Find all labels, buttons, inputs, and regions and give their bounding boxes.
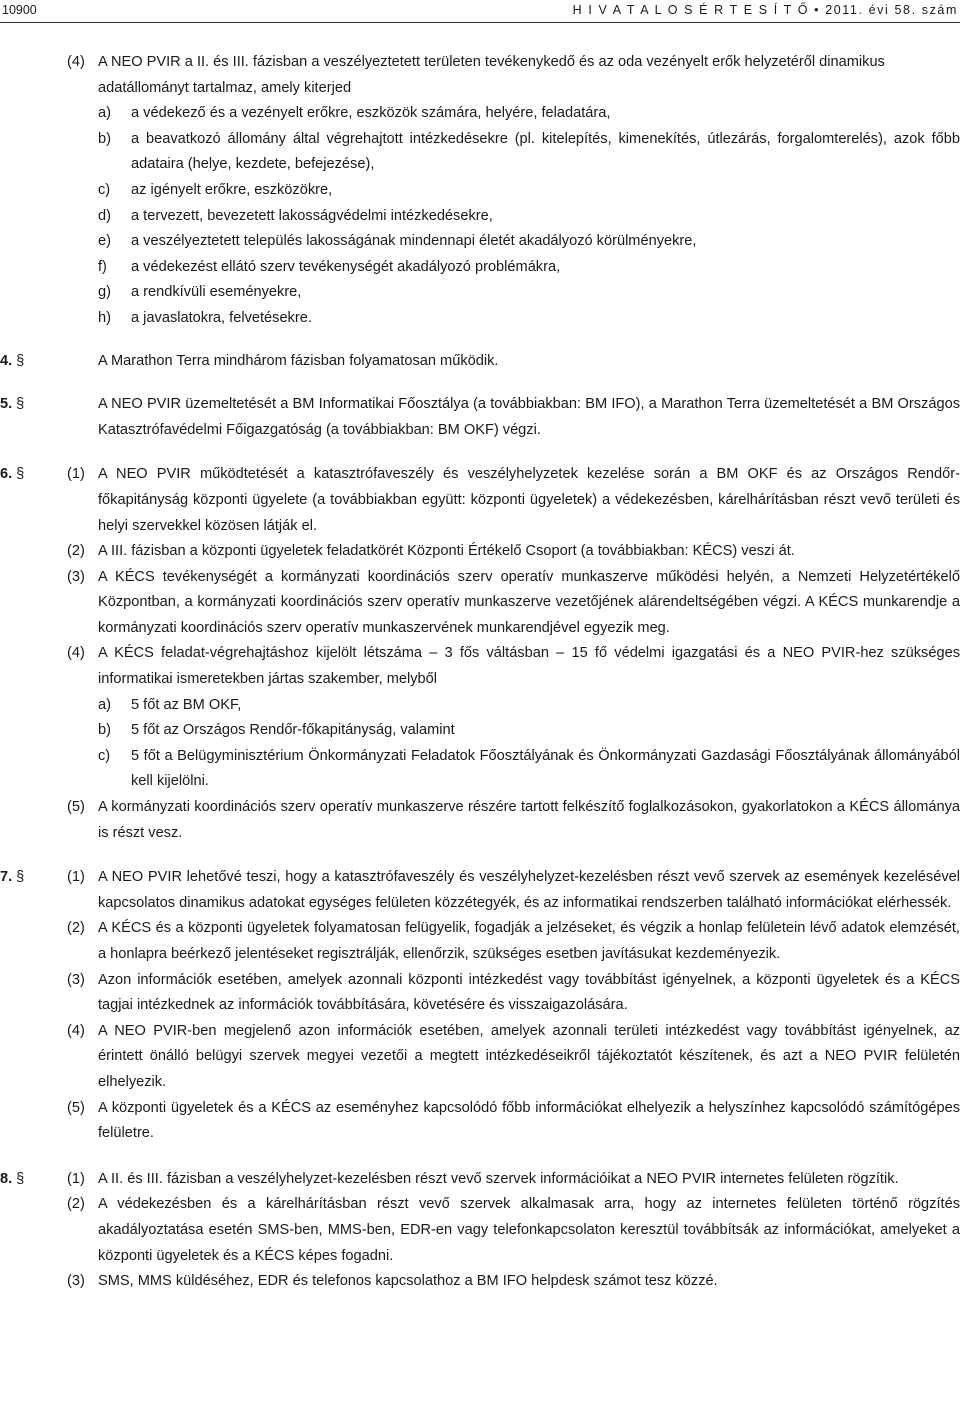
paragraph-text: A NEO PVIR-ben megjelenő azon információk esetében, amelyek azonnali területi intézkedést vagy továbbítást igényelnek, az érintett önálló belügyi szervek megyei vezetői a megtett intézkedéseikről tájékoztatót készítenek, és azt a NEO PVIR felületén elhelyezik. (98, 1022, 960, 1090)
paragraph-number: (2) (67, 920, 85, 937)
page-number: 10900 (2, 3, 37, 17)
intro-text-line-1: A NEO PVIR a II. és III. fázisban a veszélyeztetett területen tevékenykedő és az oda vezényelt erők helyzetéről dinamikus (98, 54, 885, 70)
item-label: a) (98, 696, 111, 713)
item-text: a veszélyeztetett település lakosságának mindennapi életét akadályozó körülményekre, (131, 233, 697, 250)
list-item (0, 204, 960, 230)
paragraph-text: A NEO PVIR lehetővé teszi, hogy a katasztrófaveszély és veszélyhelyzet-kezelésben részt vevő szervek az események kezelésével kapcsolatos dinamikus adatokat egységes felületen közzétegyék, és az informatikai rendszerben található információkat elérhessék. (98, 869, 960, 911)
item-text: 5 főt az BM OKF, (131, 696, 242, 713)
paragraph-number: (3) (67, 971, 85, 988)
item-label: c) (98, 181, 111, 198)
item-label: c) (98, 747, 111, 764)
item-text: 5 főt a Belügyminisztérium Önkormányzati Feladatok Főosztályának és Önkormányzati Gazdasági Főosztályának állományából kell kijelölni. (131, 747, 960, 790)
journal-title: H I V A T A L O S É R T E S Í T Ő • 2011. évi 58. szám (572, 3, 958, 17)
paragraph (0, 349, 960, 375)
section-4 (0, 349, 960, 375)
paragraph-number: (5) (67, 1099, 85, 1116)
paragraph-text: A központi ügyeletek és a KÉCS az eseményhez kapcsolódó főbb információkat elhelyezik a helyszínhez kapcsolódó számítógépes felületre. (98, 1099, 960, 1142)
item-text: a védekezést ellátó szerv tevékenységét akadályozó problémákra, (131, 258, 561, 275)
section-8 (0, 1167, 960, 1295)
list-item (0, 280, 960, 306)
paragraph (0, 565, 960, 642)
paragraph (0, 1192, 960, 1269)
section-7 (0, 865, 960, 1147)
paragraph-text: A kormányzati koordinációs szerv operatív munkaszerve részére tartott felkészítő foglalkozásokon, gyakorlatokon a KÉCS állománya is részt vesz. (98, 799, 960, 841)
paragraph-text: A NEO PVIR üzemeltetését a BM Informatikai Főosztálya (a továbbiakban: BM IFO), a Marathon Terra üzemeltetését a BM Országos Katasztrófavédelmi Főigazgatóság (a továbbiakban: BM OKF) végzi. (98, 396, 960, 438)
intro-second-line: adatállományt tartalmaz, amely kiterjed (98, 79, 352, 96)
intro-first-line (0, 50, 960, 76)
paragraph-number: (4) (67, 54, 85, 70)
paragraph-number: (4) (67, 1022, 85, 1039)
page-header (0, 0, 960, 26)
paragraph-number: (1) (67, 466, 85, 483)
section-number-text: 5. (0, 396, 13, 413)
document-body (0, 50, 960, 1295)
item-text: 5 főt az Országos Rendőr-főkapitányság, valamint (131, 722, 455, 739)
item-text: a rendkívüli eseményekre, (131, 284, 302, 301)
paragraph-number: (2) (67, 1196, 85, 1213)
item-label: e) (98, 233, 111, 250)
paragraph (0, 1096, 960, 1147)
paragraph (0, 392, 960, 443)
paragraph-text: A KÉCS és a központi ügyeletek folyamatosan felügyelik, fogadják a jelzéseket, és végzik a honlap felületein lévő adatok elemzését, a honlapra beérkező jelentéseket regisztrálják, ellenőrzik, szükséges esetben javításukat kezdeményezik. (98, 920, 960, 962)
paragraph (0, 968, 960, 1019)
section-number-text: 6. (0, 466, 13, 483)
paragraph-text: A NEO PVIR működtetését a katasztrófaveszély és veszélyhelyzetek kezelése során a BM OKF és az Országos Rendőr-főkapitányság központi ügyelete (a továbbiakban együtt: központi ügyeletek) a védekezésben, kárelhárításban részt vevő területi és helyi szervekkel közösen látják el. (98, 466, 960, 534)
paragraph-sign: § (16, 352, 25, 369)
list-item (0, 718, 960, 744)
paragraph (0, 1019, 960, 1096)
paragraph-sign: § (16, 466, 25, 483)
item-text: az igényelt erőkre, eszközökre, (131, 181, 333, 198)
paragraph (0, 641, 960, 692)
paragraph-sign: § (16, 1170, 25, 1187)
list-item (0, 255, 960, 281)
paragraph-text: A védekezésben és a kárelhárításban részt vevő szervek alkalmasak arra, hogy az internetes felületen történő rögzítés akadályoztatása esetén SMS-ben, MMS-ben, EDR-en vagy telefonkapcsolaton keresztül továbbítsák az információkat, amelyeket a központi ügyeletek és a KÉCS képes fogadni. (98, 1196, 960, 1264)
item-text: a beavatkozó állomány által végrehajtott intézkedésekre (pl. kitelepítés, kimenekítés, útlezárás, forgalomterelés), azok főbb adataira (helye, kezdete, befejezése), (131, 130, 960, 173)
list-item (0, 229, 960, 255)
paragraph (0, 1167, 960, 1193)
paragraph-number: (1) (67, 869, 85, 886)
paragraph (0, 865, 960, 916)
paragraph-text: A KÉCS feladat-végrehajtáshoz kijelölt létszáma – 3 fős váltásban – 15 fő védelmi igazgatási és a NEO PVIR-hez szükséges informatikai ismeretekben jártas szakember, melyből (98, 645, 960, 688)
paragraph (0, 539, 960, 565)
section-5 (0, 392, 960, 443)
paragraph-number: (5) (67, 799, 85, 816)
paragraph-number: (3) (67, 1273, 85, 1290)
paragraph (0, 916, 960, 967)
list-item (0, 744, 960, 795)
list-item (0, 693, 960, 719)
paragraph-text: A II. és III. fázisban a veszélyhelyzet-kezelésben részt vevő szervek információikat a NEO PVIR internetes felületen rögzítik. (98, 1170, 899, 1187)
list-item (0, 101, 960, 127)
list-item (0, 306, 960, 332)
item-label: b) (98, 130, 111, 147)
item-text: a tervezett, bevezetett lakosságvédelmi intézkedésekre, (131, 207, 493, 224)
header-rule (0, 22, 960, 23)
paragraph-sign: § (16, 869, 25, 886)
section-list (0, 349, 960, 1295)
intro-item-list (0, 101, 960, 331)
list-item (0, 178, 960, 204)
paragraph-sign: § (16, 396, 25, 413)
item-label: d) (98, 207, 111, 224)
item-label: f) (98, 258, 107, 275)
paragraph-text: SMS, MMS küldéséhez, EDR és telefonos kapcsolathoz a BM IFO helpdesk számot tesz közzé. (98, 1273, 718, 1290)
paragraph-number: (3) (67, 568, 85, 585)
paragraph (0, 1269, 960, 1295)
item-label: g) (98, 284, 111, 301)
item-label: h) (98, 309, 111, 326)
paragraph-text: Azon információk esetében, amelyek azonnali központi intézkedést vagy továbbítást igényelnek, a központi ügyeletek és a KÉCS tagjai intézkednek az információk továbbítására, követésére és visszaigazolására. (98, 971, 960, 1014)
item-label: a) (98, 105, 111, 122)
paragraph-text: A Marathon Terra mindhárom fázisban folyamatosan működik. (98, 352, 499, 369)
paragraph (0, 462, 960, 539)
list-item (0, 127, 960, 178)
section-number-text: 7. (0, 869, 13, 886)
item-text: a védekező és a vezényelt erőkre, eszközök számára, helyére, feladatára, (131, 105, 611, 122)
intro-paragraph (0, 50, 960, 332)
section-number-text: 4. (0, 352, 13, 369)
paragraph-number: (2) (67, 543, 85, 560)
paragraph-text: A III. fázisban a központi ügyeletek feladatkörét Központi Értékelő Csoport (a továbbiakban: KÉCS) veszi át. (98, 543, 795, 560)
section-6 (0, 462, 960, 846)
item-text: a javaslatokra, felvetésekre. (131, 309, 312, 326)
paragraph-number: (1) (67, 1170, 85, 1187)
paragraph-number: (4) (67, 645, 85, 662)
paragraph-text: A KÉCS tevékenységét a kormányzati koordinációs szerv operatív munkaszerve működési helyén, a Nemzeti Helyzetértékelő Központban, a kormányzati koordinációs szerv operatív munkaszerve vezetőjének alárendeltségében végzi. A KÉCS munkarendje a kormányzati koordinációs szerv operatív munkaszervének munkarendjével egyezik meg. (98, 568, 960, 636)
item-label: b) (98, 722, 111, 739)
paragraph (0, 795, 960, 846)
section-number-text: 8. (0, 1170, 13, 1187)
